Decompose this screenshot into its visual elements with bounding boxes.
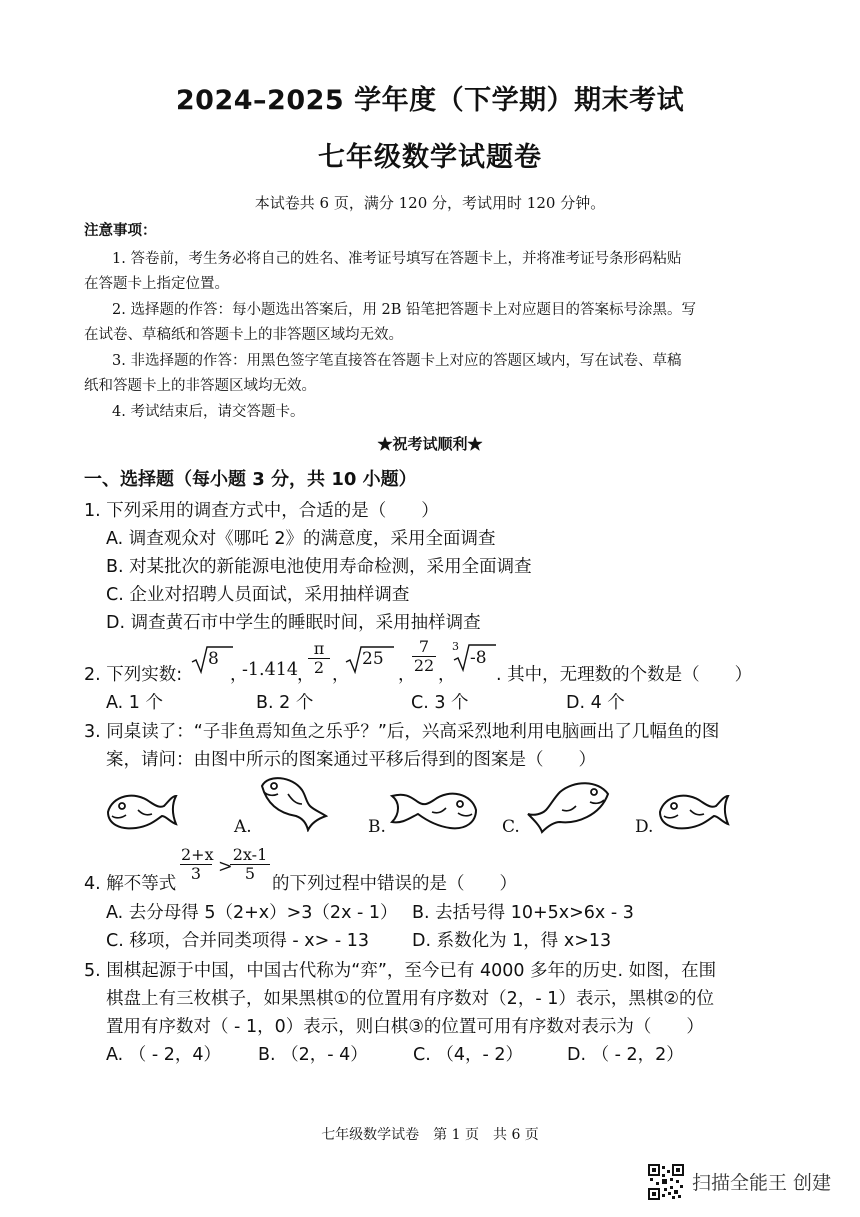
q2-decimal: -1.414	[242, 660, 299, 680]
fish-option-c-icon[interactable]	[524, 776, 610, 834]
notes-heading: 注意事项：	[84, 222, 157, 239]
exam-title: 2024–2025 学年度（下学期）期末考试	[175, 85, 685, 116]
question-5-line-3: 置用有序数对（ - 1，0）表示，则白棋③的位置可用有序数对表示为（ ）	[106, 1017, 704, 1037]
question-4-suffix: 的下列过程中错误的是（ ）	[272, 874, 517, 894]
q2-comma-4: ，	[398, 665, 416, 685]
fraction-rhs	[230, 846, 270, 883]
q3-label-b: B.	[368, 817, 386, 837]
section-heading: 一、选择题（每小题 3 分，共 10 小题）	[84, 469, 417, 490]
q1-option-c: C. 企业对招聘人员面试，采用抽样调查	[106, 585, 410, 605]
q4-option-b: B. 去括号得 10+5x>6x - 3	[412, 903, 634, 923]
sqrt-25-arg: 25	[362, 649, 384, 669]
fish-option-b-icon[interactable]	[388, 784, 480, 834]
qr-code-icon	[648, 1164, 684, 1200]
q1-option-b: B. 对某批次的新能源电池使用寿命检测，采用全面调查	[106, 557, 532, 577]
question-3-line-1: 3. 同桌读了：“子非鱼焉知鱼之乐乎？”后，兴高采烈地利用电脑画出了几幅鱼的图	[84, 722, 720, 742]
fish-original-icon	[104, 786, 180, 834]
frac-denominator: 3	[190, 864, 202, 883]
sqrt-25	[344, 644, 396, 679]
q2-comma-5: ，	[438, 665, 456, 685]
fish-option-d-icon[interactable]	[656, 786, 732, 834]
q2-option-a: A. 1 个	[106, 693, 163, 713]
question-4-prefix: 4. 解不等式	[84, 874, 177, 894]
question-5-line-2: 棋盘上有三枚棋子，如果黑棋①的位置用有序数对（2，- 1）表示，黑棋②的位	[106, 989, 715, 1009]
note-line-2: 在答题卡上指定位置。	[84, 276, 229, 292]
note-line-7: 4. 考试结束后，请交答题卡。	[112, 404, 305, 420]
q5-option-c: C. （4，- 2）	[413, 1045, 523, 1065]
cube-root-minus-8	[452, 640, 498, 677]
exam-info: 本试卷共 6 页，满分 120 分，考试用时 120 分钟。	[254, 194, 606, 212]
page-footer: 七年级数学试卷 第 1 页 共 6 页	[321, 1127, 539, 1143]
fraction-7-over-22	[412, 638, 436, 675]
note-line-3: 2. 选择题的作答：每小题选出答案后，用 2B 铅笔把答题卡上对应题目的答案标号涂黑。写	[112, 302, 697, 318]
good-luck-banner: ★祝考试顺利★	[377, 435, 483, 453]
note-line-4: 在试卷、草稿纸和答题卡上的非答题区域均无效。	[84, 327, 403, 343]
q2-option-d: D. 4 个	[566, 693, 625, 713]
q3-label-d: D.	[635, 817, 654, 837]
frac-denominator: 5	[244, 864, 256, 883]
sqrt-8	[190, 644, 234, 679]
question-2-prefix: 2. 下列实数:	[84, 665, 183, 685]
q2-option-b: B. 2 个	[256, 693, 314, 713]
fraction-pi-over-2	[308, 640, 330, 677]
question-1-stem: 1. 下列采用的调查方式中，合适的是（ ）	[84, 501, 439, 521]
question-3-line-2: 案，请问：由图中所示的图案通过平移后得到的图案是（ ）	[106, 750, 596, 770]
frac-numerator: 7	[412, 638, 436, 657]
question-2-suffix: . 其中，无理数的个数是（ ）	[496, 665, 753, 685]
q2-comma-2: ，	[297, 665, 315, 685]
q4-option-a: A. 去分母得 5（2+x）>3（2x - 1）	[106, 903, 398, 923]
q3-label-c: C.	[502, 817, 520, 837]
cbrt-arg: -8	[470, 648, 487, 668]
q1-option-a: A. 调查观众对《哪吒 2》的满意度，采用全面调查	[106, 529, 496, 549]
frac-denominator: 2	[313, 658, 325, 677]
frac-denominator: 22	[413, 656, 435, 675]
q5-option-b: B. （2，- 4）	[258, 1045, 368, 1065]
q2-comma-1: ，	[230, 665, 248, 685]
note-line-6: 纸和答题卡上的非答题区域均无效。	[84, 378, 316, 394]
cbrt-index: 3	[452, 640, 459, 653]
frac-numerator: 2+x	[181, 845, 214, 864]
q5-option-d: D. （ - 2，2）	[567, 1045, 684, 1065]
note-line-5: 3. 非选择题的作答：用黑色签字笔直接答在答题卡上对应的答题区域内，写在试卷、草稿	[112, 353, 682, 369]
greater-than-sign: >	[218, 857, 233, 877]
q3-label-a: A.	[234, 817, 252, 837]
q4-option-c: C. 移项，合并同类项得 - x> - 13	[106, 931, 370, 951]
question-5-line-1: 5. 围棋起源于中国，中国古代称为“弈”，至今已有 4000 多年的历史. 如图，在围	[84, 961, 717, 981]
q1-option-d: D. 调查黄石市中学生的睡眠时间，采用抽样调查	[106, 613, 481, 633]
q2-comma-3: ，	[332, 665, 350, 685]
frac-numerator: 2x-1	[230, 846, 270, 865]
frac-numerator: π	[308, 640, 330, 659]
fraction-lhs	[180, 846, 212, 883]
q4-option-d: D. 系数化为 1，得 x>13	[412, 931, 612, 951]
q2-option-c: C. 3 个	[411, 693, 469, 713]
fish-option-a-icon[interactable]	[256, 772, 328, 832]
sqrt-8-arg: 8	[208, 649, 219, 669]
scanner-watermark: 扫描全能王 创建	[692, 1172, 832, 1194]
exam-subtitle: 七年级数学试题卷	[318, 142, 542, 173]
note-line-1: 1. 答卷前，考生务必将自己的姓名、准考证号填写在答题卡上，并将准考证号条形码粘贴	[112, 251, 682, 267]
q5-option-a: A. （ - 2，4）	[106, 1045, 221, 1065]
